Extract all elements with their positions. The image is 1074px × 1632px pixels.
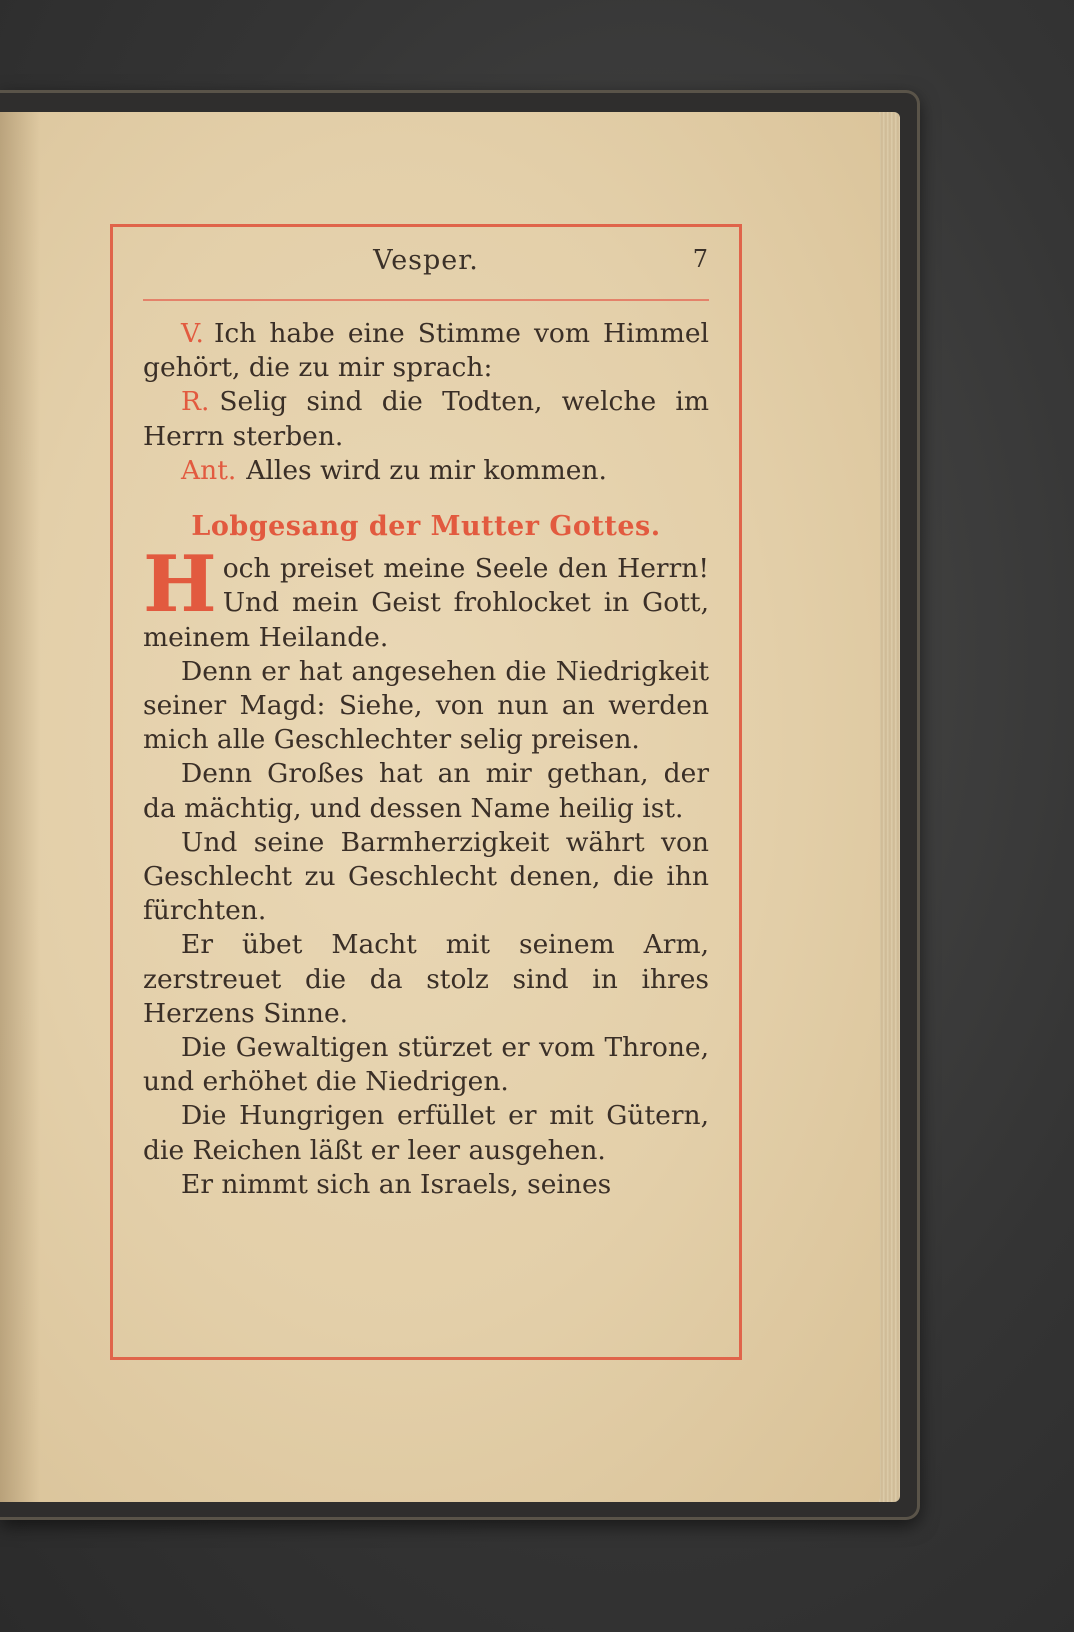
response bbox=[143, 385, 709, 453]
paragraph: Er übet Macht mit seinem Arm, zerstreuet die da stolz sind in ihres Herzens Sinne. bbox=[143, 929, 709, 1029]
book-page bbox=[0, 112, 880, 1502]
response-text: Selig sind die Todten, welche im Herrn sterben. bbox=[143, 386, 709, 452]
drop-cap-initial: H bbox=[143, 539, 217, 631]
antiphon-text: Alles wird zu mir kommen. bbox=[246, 454, 607, 486]
magnificat-first-paragraph bbox=[143, 539, 709, 655]
paragraph-continued: Er nimmt sich an Israels, seines bbox=[181, 1168, 612, 1200]
running-head: Vesper. bbox=[373, 245, 479, 276]
paragraph: Die Gewaltigen stürzet er vom Throne, und erhöhet die Niedrigen. bbox=[143, 1032, 709, 1098]
versicle-text: Ich habe eine Stimme vom Himmel gehört, die zu mir sprach: bbox=[143, 318, 709, 384]
section-heading: Lobgesang der Mutter Gottes. bbox=[191, 511, 661, 543]
paragraph: Denn er hat angesehen die Niedrigkeit seiner Magd: Siehe, von nun an werden mich alle Geschlechter selig preisen. bbox=[143, 655, 709, 756]
antiphon-mark: Ant. bbox=[181, 454, 237, 486]
paragraph: Denn Großes hat an mir gethan, der da mächtig, und dessen Name heilig ist. bbox=[143, 758, 709, 824]
red-border-frame bbox=[110, 224, 742, 1360]
gutter-shadow bbox=[0, 112, 40, 1502]
paragraph: Die Hungrigen erfüllet er mit Gütern, die Reichen läßt er leer ausgehen. bbox=[143, 1100, 709, 1166]
page-number: 7 bbox=[692, 245, 709, 273]
first-paragraph-text: och preiset meine Seele den Herrn! Und mein Geist frohlocket in Gott, meinem Heilande. bbox=[143, 553, 709, 653]
response-mark: R. bbox=[181, 386, 210, 418]
antiphon bbox=[143, 454, 709, 488]
header-rule bbox=[143, 299, 709, 301]
versicle bbox=[143, 317, 709, 385]
versicle-mark: V. bbox=[181, 318, 204, 349]
paragraph: Und seine Barmherzigkeit währt von Geschlecht zu Geschlecht denen, die ihn fürchten. bbox=[143, 826, 709, 927]
page-text bbox=[143, 317, 709, 1202]
page-header bbox=[143, 245, 709, 285]
